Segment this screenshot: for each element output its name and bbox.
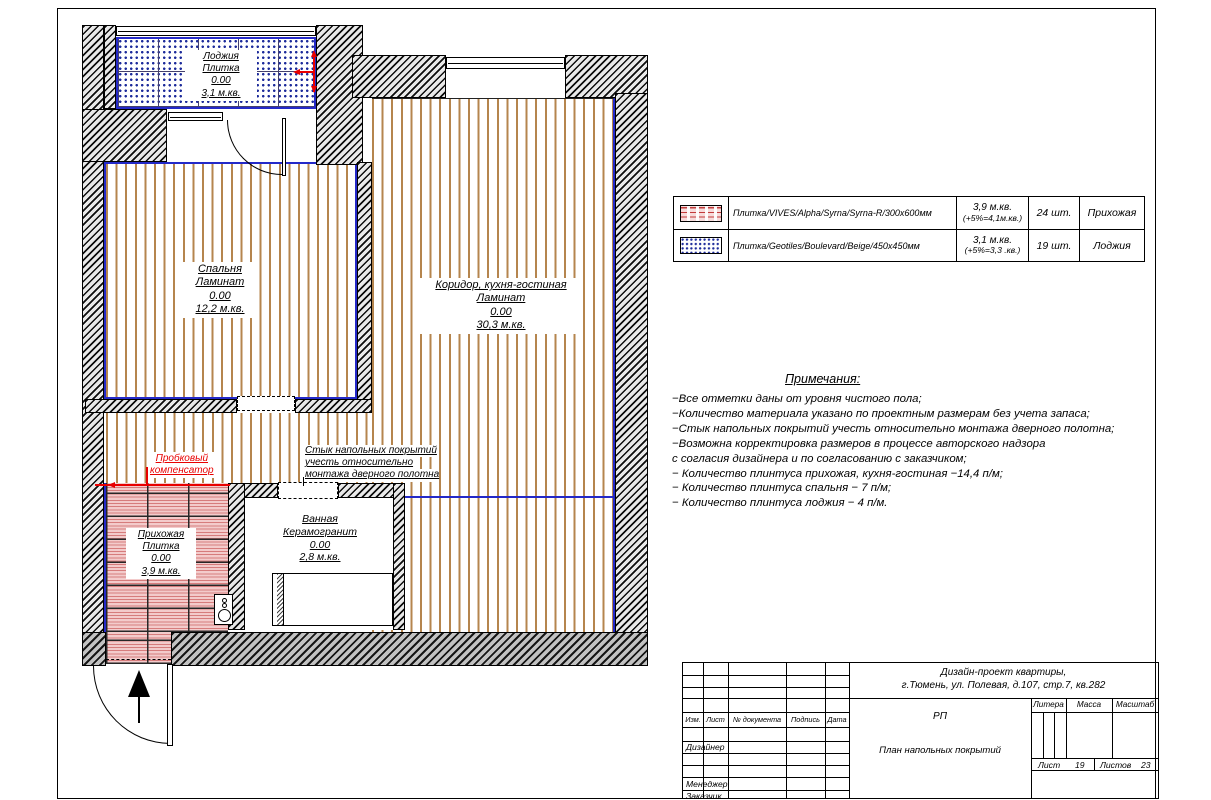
loggia-glazing xyxy=(116,26,316,36)
note-line: −Возможна корректировка размеров в процессе авторского надзора xyxy=(672,437,1046,450)
top-wall-right-of-window xyxy=(565,55,648,98)
note-line: − Количество плинтуса лоджия − 4 п/м. xyxy=(672,497,888,510)
living-room-window xyxy=(446,57,565,69)
red-arrow-icon xyxy=(108,482,115,488)
bedroom-right-wall xyxy=(357,162,372,413)
floor-joint-note: Стык напольных покрытий учесть относительно монтажа дверного полотна xyxy=(305,445,440,481)
document-title: План напольных покрытий xyxy=(879,745,1001,756)
balcony-door-leaf xyxy=(282,118,286,176)
legend-swatch-cell xyxy=(674,197,728,229)
role-designer: Дизайнер xyxy=(686,742,725,752)
living-room-floor xyxy=(372,98,615,632)
blue-dot-tile-swatch xyxy=(680,237,722,254)
washing-machine xyxy=(214,594,233,625)
col-izm: Изм. xyxy=(685,715,701,724)
note-line: с согласия дизайнера и по согласованию с заказчиком; xyxy=(672,452,967,465)
role-manager: Менеджер xyxy=(686,779,728,789)
top-wall-left-of-window xyxy=(352,55,446,98)
bathroom-right-wall xyxy=(393,483,405,630)
bathtub xyxy=(272,573,393,626)
col-sign: Подпись xyxy=(791,715,820,724)
legend-count: 19 шт. xyxy=(1028,229,1079,261)
hallway-label: Прихожая Плитка 0.00 3,9 м.кв. xyxy=(126,528,196,579)
masshtab-header: Масштаб xyxy=(1115,700,1155,709)
bottom-wall-right xyxy=(171,632,648,666)
col-date: Дата xyxy=(827,715,847,724)
red-arrow-down-icon xyxy=(311,86,317,93)
entrance-threshold-line xyxy=(106,659,171,660)
balcony-window xyxy=(168,112,223,121)
bathroom-label: Ванная Керамогранит 0.00 2,8 м.кв. xyxy=(258,512,382,565)
cork-compensator-label: Пробковый компенсатор xyxy=(148,452,216,478)
sheets-total: 23 xyxy=(1141,759,1151,770)
floor-edge-line xyxy=(405,496,615,498)
legend-table xyxy=(673,196,1145,262)
col-doc: № документа xyxy=(732,715,782,724)
note-line: −Все отметки даны от уровня чистого пола; xyxy=(672,393,922,405)
entrance-door-leaf xyxy=(167,664,173,746)
washing-machine-knob xyxy=(222,603,227,608)
left-wall-loggia xyxy=(104,25,116,109)
massa-header: Масса xyxy=(1076,700,1102,709)
title-block xyxy=(682,662,1159,799)
bedroom-bottom-wall-left xyxy=(85,399,237,413)
entrance-arrow-icon xyxy=(128,670,150,723)
cork-compensator-line xyxy=(95,484,230,486)
bottom-wall-left xyxy=(82,632,106,666)
bedroom-label: Спальня Ламинат 0.00 12,2 м.кв. xyxy=(181,262,259,318)
note-line: − Количество плинтуса прихожая, кухня-гостиная −14,4 п/м; xyxy=(672,467,1003,480)
notes-block xyxy=(672,372,1158,511)
bathtub-edge xyxy=(277,574,284,625)
bathroom-door-opening xyxy=(278,482,338,499)
joint-leader-line xyxy=(303,477,304,486)
project-title-line1: Дизайн-проект квартиры, xyxy=(940,667,1067,678)
note-line: − Количество плинтуса спальня − 7 п/м; xyxy=(672,482,892,495)
note-line: −Стык напольных покрытий учесть относительно монтажа дверного полотна; xyxy=(672,422,1115,435)
bedroom-door-opening xyxy=(237,396,295,411)
stage-code: РП xyxy=(933,711,947,722)
legend-swatch-cell xyxy=(674,229,728,261)
notes-title: Примечания: xyxy=(785,372,861,386)
red-arrow-up-icon xyxy=(311,50,317,57)
sheet-number: 19 xyxy=(1075,759,1085,770)
legend-count: 24 шт. xyxy=(1028,197,1079,229)
role-customer: Заказчик xyxy=(686,790,722,800)
living-room-label: Коридор, кухня-гостиная Ламинат 0.00 30,3 м.кв. xyxy=(420,278,582,334)
legend-material-name: Плитка/Geotiles/Boulevard/Beige/450x450мм xyxy=(728,229,956,261)
washing-machine-drum xyxy=(218,609,231,622)
sheets-label: Листов xyxy=(1100,759,1132,770)
right-wall xyxy=(615,93,648,666)
sheet-label: Лист xyxy=(1038,759,1061,770)
red-dash-tile-swatch xyxy=(680,205,722,222)
legend-room: Лоджия xyxy=(1079,229,1144,261)
col-list: Лист xyxy=(706,715,725,724)
red-arrow-left-icon xyxy=(293,69,300,75)
legend-material-name: Плитка/VIVES/Alpha/Syrna/Syrna-R/300x600мм xyxy=(728,197,956,229)
legend-qty: 3,9 м.кв. (+5%=4,1м.кв.) xyxy=(956,197,1028,229)
legend-room: Прихожая xyxy=(1079,197,1144,229)
loggia-label: Лоджия Плитка 0.00 3,1 м.кв. xyxy=(185,50,257,101)
wall-under-loggia xyxy=(82,109,167,162)
litera-header: Литера xyxy=(1033,700,1064,709)
note-line: −Количество материала указано по проектным размерам без учета запаса; xyxy=(672,407,1090,420)
project-title-line2: г.Тюмень, ул. Полевая, д.107, стр.7, кв.282 xyxy=(901,680,1106,691)
legend-qty: 3,1 м.кв. (+5%=3,3 .кв.) xyxy=(956,229,1028,261)
cork-leader-line xyxy=(146,467,148,485)
bedroom-bottom-wall-right xyxy=(295,399,372,413)
